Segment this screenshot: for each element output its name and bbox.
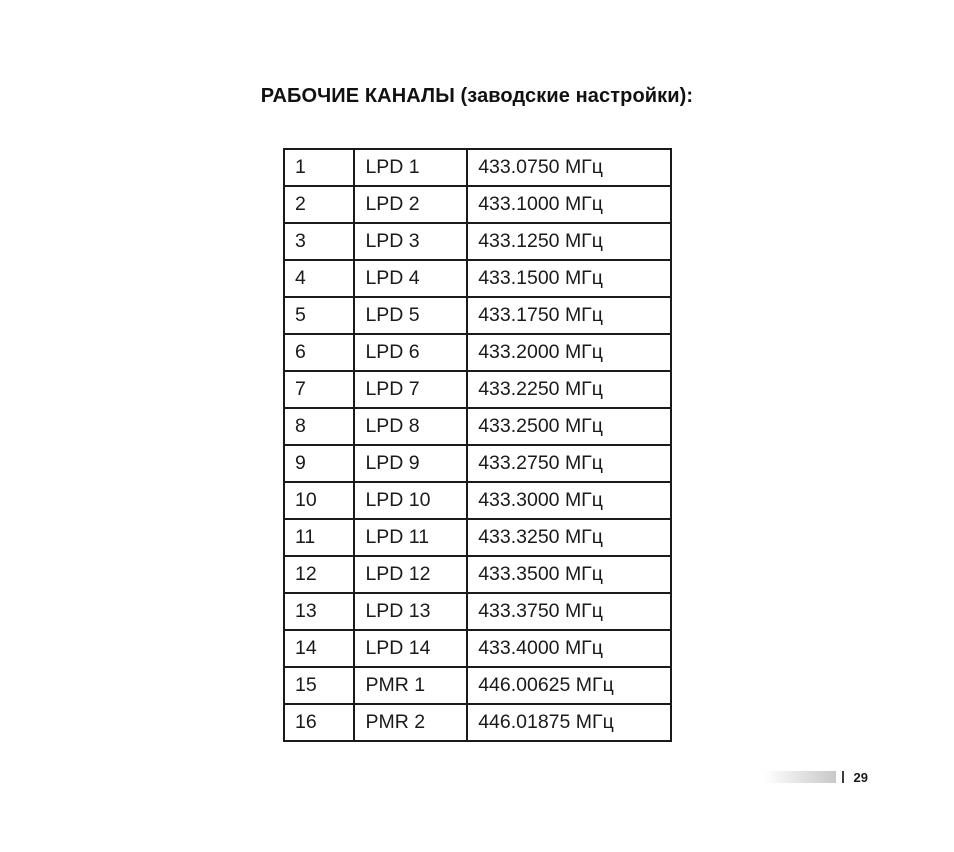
channel-name: LPD 10	[354, 482, 467, 519]
table-row	[284, 445, 671, 482]
page-footer	[764, 769, 868, 785]
channel-name: LPD 9	[354, 445, 467, 482]
channel-frequency: 433.2750 МГц	[467, 445, 671, 482]
table-row	[284, 297, 671, 334]
channel-number: 1	[284, 149, 354, 186]
channel-frequency: 433.2000 МГц	[467, 334, 671, 371]
page-title: РАБОЧИЕ КАНАЛЫ (заводские настройки):	[260, 85, 694, 107]
channel-frequency: 433.1750 МГц	[467, 297, 671, 334]
table-row	[284, 593, 671, 630]
channel-frequency: 433.3750 МГц	[467, 593, 671, 630]
channel-name: LPD 8	[354, 408, 467, 445]
channel-frequency: 433.2250 МГц	[467, 371, 671, 408]
channel-number: 8	[284, 408, 354, 445]
channel-frequency: 433.3250 МГц	[467, 519, 671, 556]
channel-name: PMR 2	[354, 704, 467, 741]
channel-frequency: 446.01875 МГц	[467, 704, 671, 741]
channel-number: 11	[284, 519, 354, 556]
channels-table-body	[284, 149, 671, 741]
table-row	[284, 186, 671, 223]
table-row	[284, 260, 671, 297]
channel-number: 13	[284, 593, 354, 630]
channel-name: LPD 3	[354, 223, 467, 260]
channel-frequency: 433.0750 МГц	[467, 149, 671, 186]
channel-frequency: 433.3500 МГц	[467, 556, 671, 593]
channels-table	[283, 148, 672, 742]
channel-frequency: 433.1250 МГц	[467, 223, 671, 260]
channel-number: 15	[284, 667, 354, 704]
channel-name: LPD 5	[354, 297, 467, 334]
table-row	[284, 334, 671, 371]
channel-name: LPD 2	[354, 186, 467, 223]
channel-number: 6	[284, 334, 354, 371]
footer-separator	[842, 771, 844, 783]
channel-name: PMR 1	[354, 667, 467, 704]
table-row	[284, 482, 671, 519]
table-row	[284, 704, 671, 741]
channel-number: 7	[284, 371, 354, 408]
channel-frequency: 433.2500 МГц	[467, 408, 671, 445]
channel-number: 9	[284, 445, 354, 482]
channel-number: 10	[284, 482, 354, 519]
table-row	[284, 371, 671, 408]
table-row	[284, 149, 671, 186]
table-row	[284, 667, 671, 704]
page-number: 29	[853, 769, 868, 785]
table-row	[284, 223, 671, 260]
channel-name: LPD 7	[354, 371, 467, 408]
table-row	[284, 519, 671, 556]
channel-number: 4	[284, 260, 354, 297]
channel-name: LPD 4	[354, 260, 467, 297]
channel-number: 12	[284, 556, 354, 593]
channel-name: LPD 14	[354, 630, 467, 667]
channel-number: 16	[284, 704, 354, 741]
channel-number: 14	[284, 630, 354, 667]
channel-name: LPD 11	[354, 519, 467, 556]
channel-frequency: 446.00625 МГц	[467, 667, 671, 704]
channel-number: 5	[284, 297, 354, 334]
table-row	[284, 630, 671, 667]
channel-frequency: 433.1000 МГц	[467, 186, 671, 223]
table-row	[284, 408, 671, 445]
channel-frequency: 433.3000 МГц	[467, 482, 671, 519]
footer-gradient-bar	[764, 771, 836, 783]
channel-frequency: 433.4000 МГц	[467, 630, 671, 667]
channel-name: LPD 6	[354, 334, 467, 371]
channel-number: 2	[284, 186, 354, 223]
channel-number: 3	[284, 223, 354, 260]
channel-frequency: 433.1500 МГц	[467, 260, 671, 297]
channel-name: LPD 13	[354, 593, 467, 630]
table-row	[284, 556, 671, 593]
channel-name: LPD 12	[354, 556, 467, 593]
channel-name: LPD 1	[354, 149, 467, 186]
